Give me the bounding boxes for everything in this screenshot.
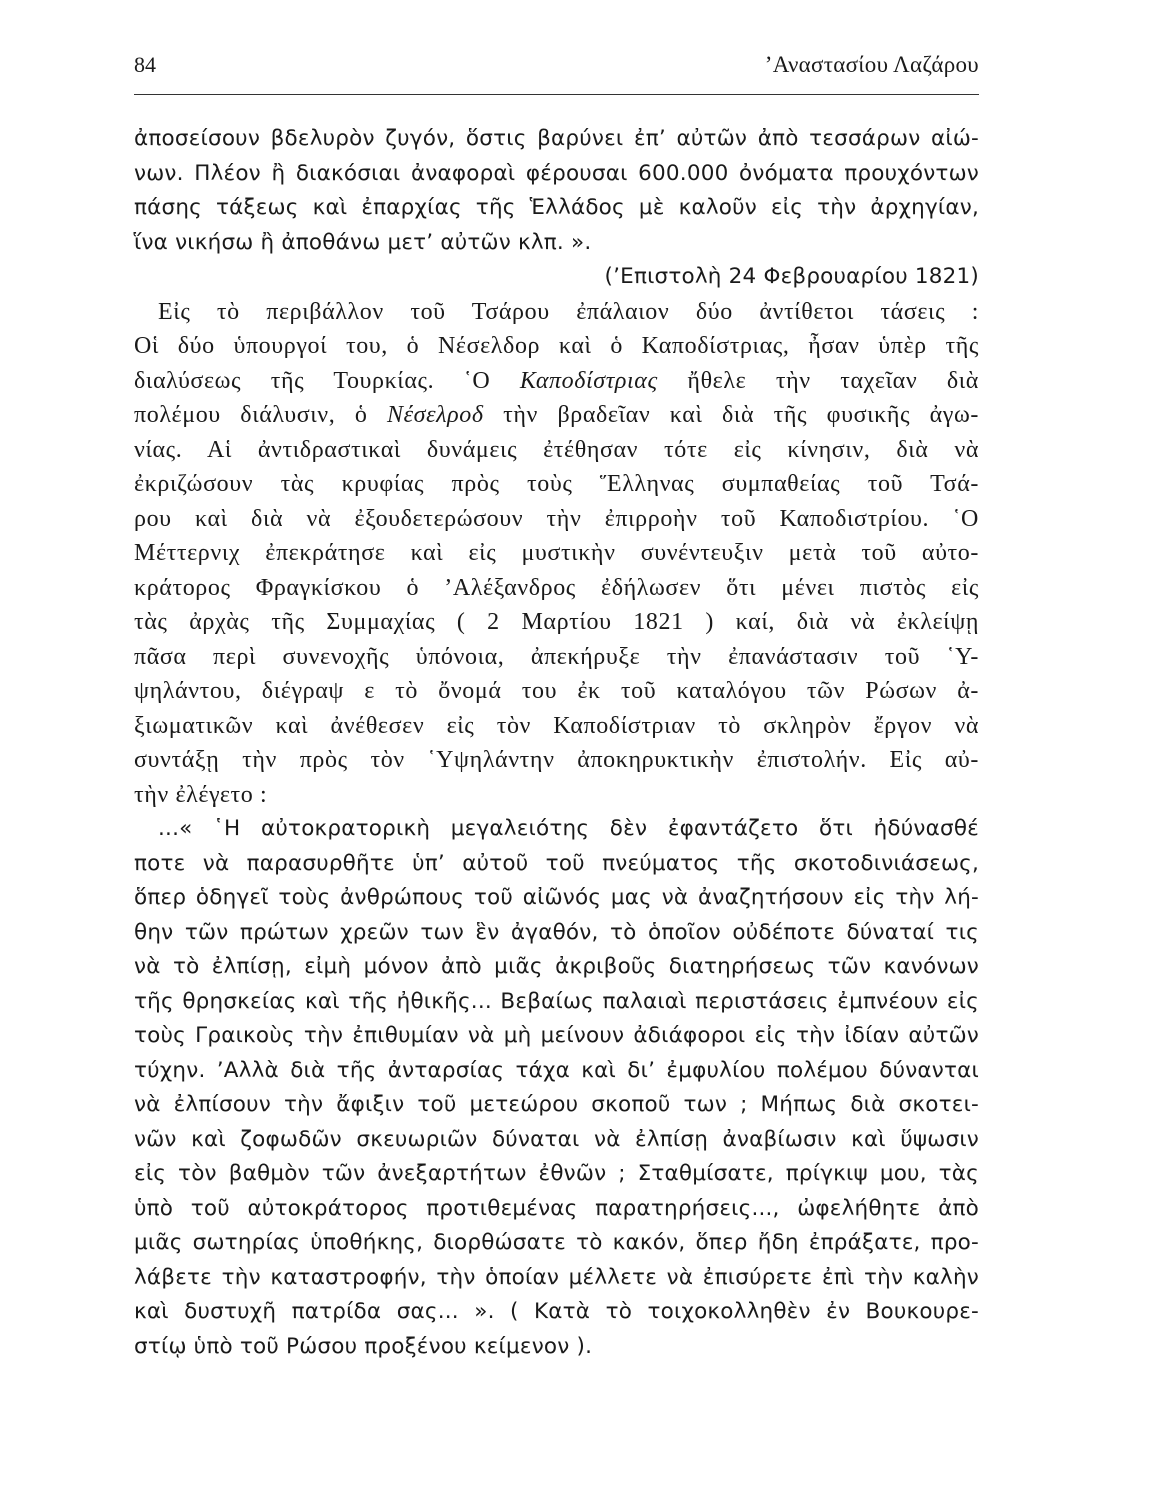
text-line: ἵνα νικήσω ἢ ἀποθάνω μετ’ αὐτῶν κλπ. ». xyxy=(134,229,592,255)
quote-line: ὑπὸ τοῦ αὐτοκράτορος προτιθεμένας παρατηρήσεις..., ὠφελήθητε ἀπὸ xyxy=(134,1195,979,1221)
page-number: 84 xyxy=(134,52,156,77)
quote-line: στίῳ ὑπὸ τοῦ Ρώσου προξένου κείμενον ). xyxy=(134,1333,593,1359)
quote-line: τύχην. ’Αλλὰ διὰ τῆς ἀνταρσίας τάχα καὶ δι’ ἐμφυλίου πολέμου δύνανται xyxy=(134,1057,979,1083)
quote-line: εἰς τὸν βαθμὸν τῶν ἀνεξαρτήτων ἐθνῶν ; Σταθμίσατε, πρίγκιψ μου, τὰς xyxy=(134,1161,979,1186)
quote-line: ...« ῾Η αὐτοκρατορικὴ μεγαλειότης δὲν ἐφαντάζετο ὅτι ἠδύνασθέ xyxy=(158,816,979,841)
quote-line: ὅπερ ὁδηγεῖ τοὺς ἀνθρώπους τοῦ αἰῶνός μας νὰ ἀναζητήσουν εἰς τὴν λή- xyxy=(134,885,979,910)
quote-line: μιᾶς σωτηρίας ὑποθήκης, διορθώσατε τὸ κακόν, ὅπερ ἤδη ἐπράξατε, προ- xyxy=(134,1230,979,1255)
text-line: πᾶσα περὶ συνενοχῆς ὑπόνοια, ἀπεκήρυξε τὴν ἐπανάστασιν τοῦ ῾Υ- xyxy=(134,643,979,670)
text-span: διαλύσεως τῆς Τουρκίας. ῾Ο xyxy=(134,367,491,394)
body-text xyxy=(134,122,979,1364)
quote-line: καὶ δυστυχῆ πατρίδα σας... ». ( Κατὰ τὸ τοιχοκολληθὲν ἐν Βουκουρε- xyxy=(134,1299,979,1324)
text-line: πάσης τάξεως καὶ ἐπαρχίας τῆς Ἑλλάδος μὲ καλοῦν εἰς τὴν ἀρχηγίαν, xyxy=(134,195,979,220)
text-span: τὴν βραδεῖαν καὶ διὰ τῆς φυσικῆς ἀγω- xyxy=(503,402,979,428)
text-line: τὴν ἐλέγετο : xyxy=(134,781,268,808)
text-span: πολέμου διάλυσιν, ὁ xyxy=(134,402,368,428)
quote-line: νῶν καὶ ζοφωδῶν σκευωριῶν δύναται νὰ ἐλπίσῃ ἀναβίωσιν καὶ ὕψωσιν xyxy=(134,1126,979,1152)
quote-line: νὰ τὸ ἐλπίσῃ, εἰμὴ μόνον ἀπὸ μιᾶς ἀκριβοῦς διατηρήσεως τῶν κανόνων xyxy=(134,954,979,979)
text-line xyxy=(134,364,979,399)
text-line: κράτορος Φραγκίσκου ὁ ’Αλέξανδρος ἐδήλωσεν ὅτι μένει πιστὸς εἰς xyxy=(134,574,979,601)
quote-line: τῆς θρησκείας καὶ τῆς ἠθικῆς... Βεβαίως παλαιαὶ περιστάσεις ἐμπνέουν εἰς xyxy=(134,988,979,1014)
page-header xyxy=(134,52,979,92)
running-head: ’Αναστασίου Λαζάρου xyxy=(764,52,979,77)
text-line: ρου καὶ διὰ νὰ ἐξουδετερώσουν τὴν ἐπιρροὴν τοῦ Καποδιστρίου. ῾Ο xyxy=(134,505,979,532)
text-line: συντάξῃ τὴν πρὸς τὸν ῾Υψηλάντην ἀποκηρυκτικὴν ἐπιστολήν. Εἰς αὐ- xyxy=(134,747,979,773)
quote-line: τοὺς Γραικοὺς τὴν ἐπιθυμίαν νὰ μὴ μείνουν ἀδιάφοροι εἰς τὴν ἰδίαν αὐτῶν xyxy=(134,1023,979,1048)
citation-line: (’Επιστολὴ 24 Φεβρουαρίου 1821) xyxy=(604,264,979,289)
header-rule xyxy=(134,94,979,95)
text-line: τὰς ἀρχὰς τῆς Συμμαχίας ( 2 Μαρτίου 1821 ) καί, διὰ νὰ ἐκλείψῃ xyxy=(134,609,979,635)
quote-line: ποτε νὰ παρασυρθῆτε ὑπ’ αὐτοῦ τοῦ πνεύματος τῆς σκοτοδινιάσεως, xyxy=(134,850,979,876)
emphasis-kapodistrias: Καποδίστριας xyxy=(519,367,658,394)
quote-line: λάβετε τὴν καταστροφήν, τὴν ὁποίαν μέλλετε νὰ ἐπισύρετε ἐπὶ τὴν καλὴν xyxy=(134,1264,979,1290)
text-line: ἀποσείσουν βδελυρὸν ζυγόν, ὅστις βαρύνει ἐπ’ αὐτῶν ἀπὸ τεσσάρων αἰώ- xyxy=(134,126,979,151)
text-line: νων. Πλέον ἢ διακόσιαι ἀναφοραὶ φέρουσαι 600.000 ὀνόματα προυχόντων xyxy=(134,160,979,186)
text-line: ψηλάντου, διέγραψ ε τὸ ὄνομά του ἐκ τοῦ καταλόγου τῶν Ρώσων ἀ- xyxy=(134,678,979,704)
quote-line: θην τῶν πρώτων χρεῶν των ἓν ἀγαθόν, τὸ ὁποῖον οὐδέποτε δύναταί τις xyxy=(134,919,979,945)
text-line: ξιωματικῶν καὶ ἀνέθεσεν εἰς τὸν Καποδίστριαν τὸ σκληρὸν ἔργον νὰ xyxy=(134,712,979,739)
emphasis-nesselrode: Νέσελροδ xyxy=(386,402,484,428)
text-line: Μέττερνιχ ἐπεκράτησε καὶ εἰς μυστικὴν συνέντευξιν μετὰ τοῦ αὐτο- xyxy=(134,540,979,566)
text-span: ἤθελε τὴν ταχεῖαν διὰ xyxy=(687,367,979,394)
text-line: Εἰς τὸ περιβάλλον τοῦ Τσάρου ἐπάλαιον δύο ἀντίθετοι τάσεις : xyxy=(158,298,979,325)
text-line: Οἱ δύο ὑπουργοί του, ὁ Νέσελδορ καὶ ὁ Καποδίστριας, ἦσαν ὑπὲρ τῆς xyxy=(134,333,979,359)
text-line: ἐκριζώσουν τὰς κρυφίας πρὸς τοὺς Ἕλληνας συμπαθείας τοῦ Τσά- xyxy=(134,471,979,497)
quote-line: νὰ ἐλπίσουν τὴν ἄφιξιν τοῦ μετεώρου σκοποῦ των ; Μήπως διὰ σκοτει- xyxy=(134,1092,979,1117)
text-line: νίας. Αἱ ἀντιδραστικαὶ δυνάμεις ἐτέθησαν τότε εἰς κίνησιν, διὰ νὰ xyxy=(134,436,979,463)
text-line xyxy=(134,398,979,433)
